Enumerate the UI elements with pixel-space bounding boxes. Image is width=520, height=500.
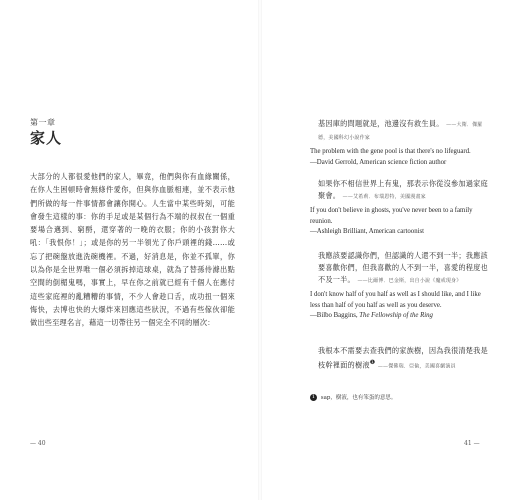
quote-zh: 基因庫的問題就是，池邊沒有救生員。 <box>318 119 444 128</box>
folio-mark: — <box>473 440 480 447</box>
quote-block <box>310 118 490 168</box>
footnote <box>310 393 396 401</box>
quote-en-attribution-name: —Bilbo Baggins, <box>310 312 360 319</box>
page-number-left <box>30 440 46 447</box>
right-page <box>260 0 520 500</box>
footnote-text: sap，樹液，也有笨蛋的意思。 <box>320 395 397 401</box>
quote-en-attribution <box>310 311 490 322</box>
quote-zh-attribution: ——比爾博．巴金斯，出自小說《魔戒現身》 <box>357 278 462 284</box>
chapter-label: 第一章 <box>30 118 56 127</box>
body-paragraph: 大部分的人都很愛他們的家人，畢竟，他們與你有血緣關係，在你人生困頓時會無條件愛你，但與你血脈相連，並不表示他們所做的每一件事情都會讓你開心。人生當中某些時刻，可能會發生這樣的事：你的手足或是某個行為不端的叔叔在一個重要場合邁到、窮酹，還穿著的一晚的衣服；你的小孩對你大吼：「我恨你！」；或是你的另一半領光了你戶頭裡的錢……或忘了把碗盤放進洗碗機裡。不過，好消息是，你並不孤單，你以為你是全世界唯一個必須拆掉這球桌，就為了替孫侍滌出點空間的倒楣鬼嗎，事實上，早在你之前就已經有千個人在應付這些家庭裡的亂糟糟的事情，不少人會趁口舌，成功扭一個來悔快，去博也快的大爆炸來回應這些狀況，不過有些傢伙卻能做出些至理名言，藉這一切帶往另一個完全不同的層次： <box>30 172 235 328</box>
quote-en-attribution: —Ashleigh Brilliant, American cartoonist <box>310 228 425 235</box>
quote-block <box>310 178 490 238</box>
footnote-marker[interactable]: ❶ <box>369 359 376 366</box>
folio-number: 40 <box>37 440 46 447</box>
folio-number: 41 <box>464 440 472 447</box>
quote-en: The problem with the gene pool is that there's no lifeguard. <box>310 148 471 155</box>
folio-mark: — <box>30 440 36 447</box>
chapter-title: 家人 <box>30 129 63 147</box>
quote-block <box>310 345 490 372</box>
quote-zh-attribution: ——艾希莉．布瑞恩特，美國漫畫家 <box>342 194 426 200</box>
quote-zh: 我根本不需要去查我們的家族樹，因為我很清楚我是枝幹裡面的樹液 <box>318 346 488 370</box>
quote-zh-attribution: ——傑佛瑞．亞倫，美國喜劇演員 <box>377 363 456 370</box>
page-number-right <box>464 440 480 447</box>
quote-zh-attribution: ——大衛．傑羅德，美國科幻小說作家 <box>318 122 483 141</box>
quote-en-attribution: —David Gerrold, American science fiction author <box>310 158 447 166</box>
book-title: The Fellowship of the Ring <box>359 312 433 319</box>
quote-block <box>310 250 490 322</box>
quote-en: If you don't believe in ghosts, you've never been to a family reunion. <box>310 207 473 225</box>
quote-zh: 我應該要認識你們，但認識的人還不到一半；我應該要喜歡你們，但我喜歡的人不到一半，喜愛的程度也不及一半。 <box>318 251 488 284</box>
footnote-badge: 1 <box>311 394 316 400</box>
quote-zh: 如果你不相信世界上有鬼，那表示你從沒參加過家庭聚會。 <box>318 179 488 200</box>
quote-en: I don't know half of you half as well as I should like, and I like less than half of you half as well as you deserve. <box>310 291 481 309</box>
